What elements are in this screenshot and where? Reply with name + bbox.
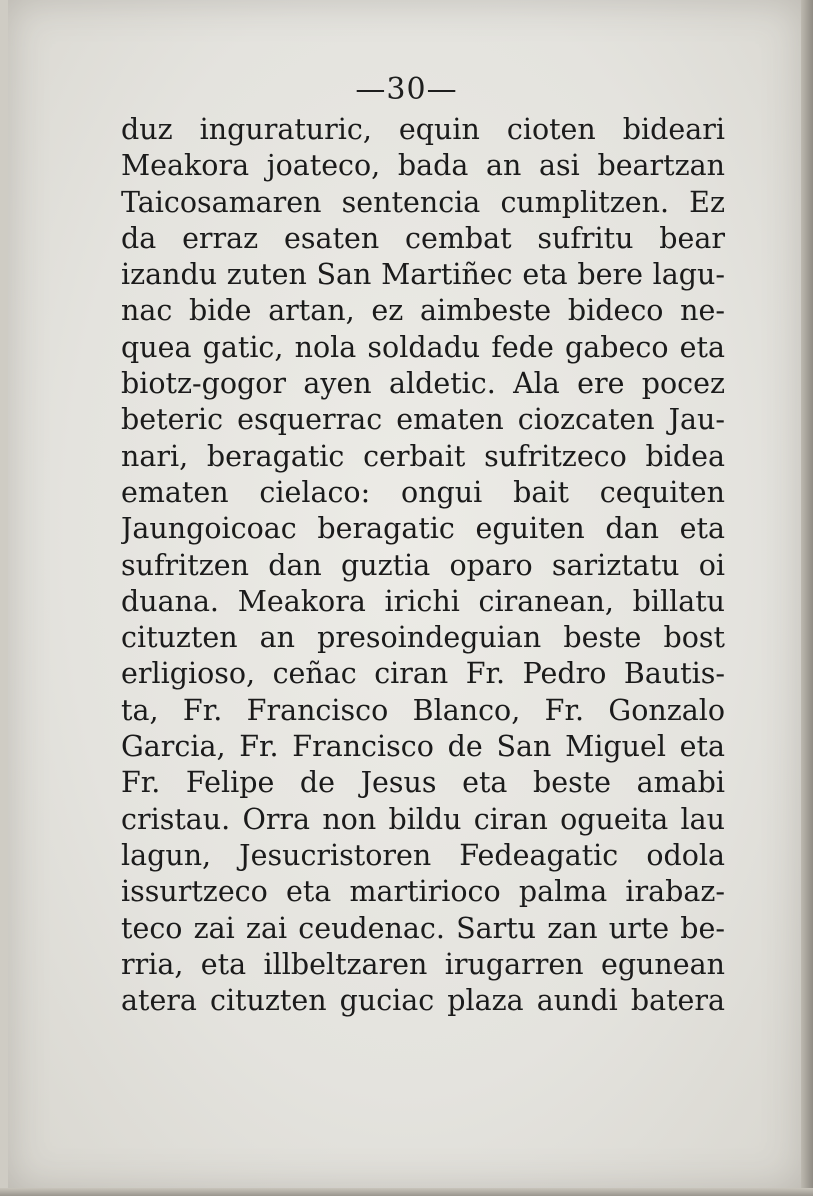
text-line: Taicosamaren sentencia cumplitzen. Ez bbox=[121, 185, 725, 219]
text-line: cituzten an presoindeguian beste bost bbox=[121, 621, 725, 655]
text-line: Garcia, Fr. Francisco de San Miguel eta bbox=[121, 730, 725, 764]
text-line: atera cituzten guciac plaza aundi batera bbox=[121, 984, 725, 1018]
text-line: da erraz esaten cembat sufritu bear bbox=[121, 221, 725, 255]
text-line: izandu zuten San Martiñec eta bere lagu- bbox=[121, 258, 725, 292]
text-line: nac bide artan, ez aimbeste bideco ne- bbox=[121, 294, 725, 328]
text-line: erligioso, ceñac ciran Fr. Pedro Bautis- bbox=[121, 657, 725, 691]
text-line: duana. Meakora irichi ciranean, billatu bbox=[121, 584, 725, 618]
text-line: beteric esquerrac ematen ciozcaten Jau- bbox=[121, 403, 725, 437]
text-line: Jaungoicoac beragatic eguiten dan eta bbox=[121, 512, 725, 546]
text-line: sufritzen dan guztia oparo sariztatu oi bbox=[121, 548, 725, 582]
page-edge-right bbox=[801, 0, 813, 1196]
page-edge-bottom bbox=[0, 1188, 813, 1196]
text-line: lagun, Jesucristoren Fedeagatic odola bbox=[121, 838, 725, 872]
text-line: duz inguraturic, equin cioten bideari bbox=[121, 113, 725, 146]
text-line: cristau. Orra non bildu ciran ogueita lau bbox=[121, 802, 725, 836]
text-line: ematen cielaco: ongui bait cequiten bbox=[121, 475, 725, 509]
text-line: Fr. Felipe de Jesus eta beste amabi bbox=[121, 766, 725, 800]
body-text bbox=[121, 112, 725, 1019]
text-line: biotz-gogor ayen aldetic. Ala ere pocez bbox=[121, 367, 725, 401]
text-line: issurtzeco eta martirioco palma irabaz- bbox=[121, 875, 725, 909]
text-line: rria, eta illbeltzaren irugarren egunean bbox=[121, 947, 725, 981]
text-line: quea gatic, nola soldadu fede gabeco eta bbox=[121, 330, 725, 364]
text-line: teco zai zai ceudenac. Sartu zan urte be- bbox=[121, 911, 725, 945]
text-line: Meakora joateco, bada an asi beartzan bbox=[121, 149, 725, 183]
page-number: —30— bbox=[355, 72, 458, 107]
text-line: ta, Fr. Francisco Blanco, Fr. Gonzalo bbox=[121, 693, 725, 727]
text-line: nari, beragatic cerbait sufritzeco bidea bbox=[121, 439, 725, 473]
